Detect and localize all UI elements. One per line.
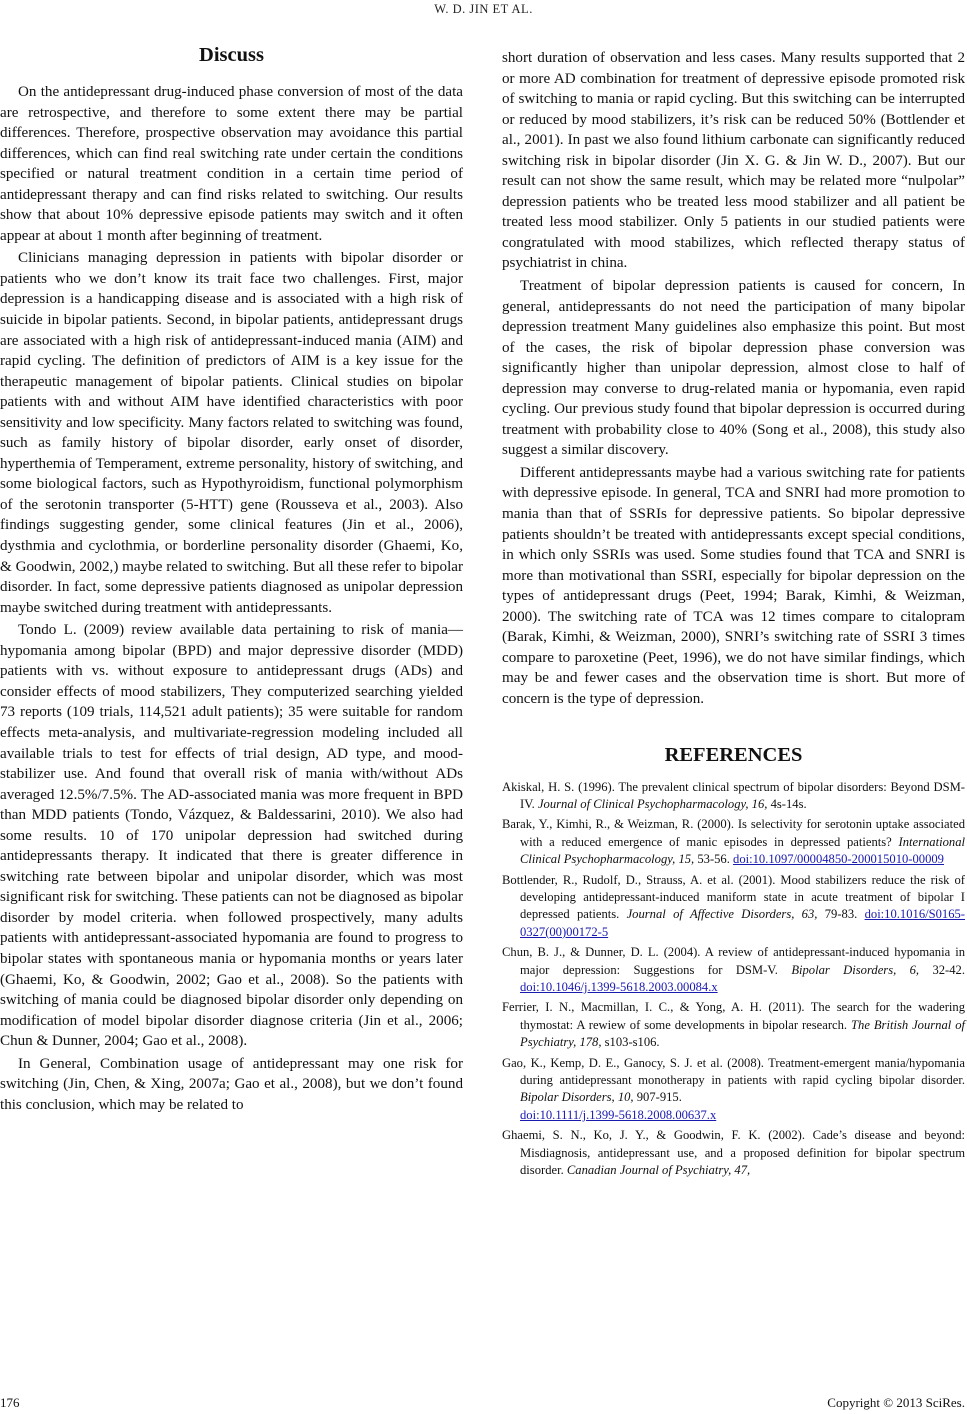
reference-journal: Journal of Clinical Psychopharmacology, 16, [537,796,768,811]
copyright-notice: Copyright © 2013 SciRes. [827,1395,965,1410]
right-column [502,48,965,1182]
reference-pages: 79-83. [817,907,865,922]
reference-item [502,999,965,1051]
reference-pages: 4s-14s. [767,796,807,811]
paragraph: Tondo L. (2009) review available data pertaining to risk of mania—hypomania among bipolar (BPD) and major depressive disorder (MDD) patients with vs. without exposure to antidepressant drugs (ADs) and consider effects of mood stabilizers, They computerized searching yielded 73 reports (109 trials, 114,521 adult patients); 35 were suitable for random effects meta-analysis, and multivariate-regression modeling included all available trials to test for effects of trial design, AD type, and mood-stabilizer use. And found that overall risk of mania with/without ADs averaged 12.5%/7.5%. The AD-associated mania was more frequent in BPD than MDD patients (Tondo, Vázquez, & Baldessarini, 2010). We also had some results. 10 of 170 unipolar depression had switched during antidepressants therapy. It indicated that there is greater difference in switching rate between bipolar and unipolar disorder, which was most significant risk for switching. These patients can not be diagnosed as bipolar disorder by model criteria. when followed prospectively, many adults patients with antidepressant-associated hypomania are found to progress to bipolar states with spontaneous mania or hypomania months or years later (Ghaemi, Ko, & Goodwin, 2002; Gao et al., 2008). So the patients with switching of mania could be diagnosed bipolar disorder only depending on modification of model bipolar disorder diagnose criteria (Jin et al., 2006; Chun & Dunner, 2004; Gao et al., 2008). [0,622,463,1050]
reference-text: Akiskal, H. S. (1996). The prevalent clinical spectrum of bipolar disorders: Beyond DSM-IV. [502,779,965,811]
doi-link[interactable]: doi:10.1097/00004850-200015010-00009 [733,852,944,867]
reference-text: Bottlender, R., Rudolf, D., Strauss, A. et al. (2001). Mood stabilizers reduce the risk of developing antidepressant-induced maniform state in acute treatment of bipolar I depressed patients. [502,872,965,922]
reference-journal: International Clinical Psychopharmacology, 15, [520,834,965,867]
reference-journal: Canadian Journal of Psychiatry, 47, [566,1163,751,1178]
reference-text: Ghaemi, S. N., Ko, J. Y., & Goodwin, F. K. (2002). Cade’s disease and beyond: Misdiagnosis, antidepressant use, and a proposed definition for bipolar spectrum disorder. [502,1128,965,1178]
paragraph: Different antidepressants maybe had a various switching rate for patients with depressive episode. In general, TCA and SNRI had more promotion to mania than that of SSRIs for depressive patients. So bipolar depressive patients shouldn’t be treated with antidepressants except special conditions, in which only SSRIs was used. Some studies found that TCA and SNRI is more than motivational than SSRI, especially for bipolar depression on the types of antidepressant drugs (Peet, 1994; Barak, Kimhi, & Weizman, 2000). The switching rate of TCA was 12 times compare to citalopram (Barak, Kimhi, & Weizman, 2000), SNRI’s switching rate of SSRI 3 times compare to paroxetine (Peet, 1996), we do not have similar findings, which may be and fewer cases and the observation time is short. But more of concern is the type of depression. [502,464,965,707]
left-column [0,44,463,1117]
reference-journal: Bipolar Disorders, 10, [520,1090,634,1105]
reference-item [502,779,965,814]
section-title-discuss: Discuss [199,44,264,66]
reference-item [502,1127,965,1179]
paragraph: short duration of observation and less cases. Many results supported that 2 or more AD combination for treatment of depressive episode promoted risk of switching to mania or rapid cycling. But this switching can be interrupted or reduced by mood stabilizers, it’s risk can be reduced 50% (Bottlender et al., 2001). In past we also found lithium carbonate can significantly reduced switching risk in bipolar disorder (Jin X. G. & Jin W. D., 2007). But our result can not show the same result, which may be related more “nulpolar” depression patients who be treated less mood stabilizer and all patient be treated less mood stabilizer. Only 5 patients in our studied patients were congratulated with mood stabilizes, which reflected therapy status of psychiatrist in china. [502,50,965,272]
doi-link[interactable]: doi:10.1016/S0165-0327(00)00172-5 [520,907,965,939]
reference-journal: Bipolar Disorders, 6, [791,962,920,977]
reference-item [502,816,965,868]
reference-text: Barak, Y., Kimhi, R., & Weizman, R. (2000). Is selectivity for serotonin uptake associated with a reduced emergence of manic episodes in depressed patients? [502,817,965,849]
reference-item [502,944,965,996]
reference-item [502,1055,965,1125]
reference-list [502,779,965,1180]
reference-journal: The British Journal of Psychiatry, 178, [520,1017,965,1050]
reference-pages: s103-s106. [601,1035,660,1050]
references-title: REFERENCES [664,743,803,766]
doi-link[interactable]: doi:10.1111/j.1399-5618.2008.00637.x [520,1107,717,1122]
reference-text: Gao, K., Kemp, D. E., Ganocy, S. J. et al. (2008). Treatment-emergent mania/hypomania during antidepressant monotherapy in patients with rapid cycling bipolar disorder. [502,1055,965,1087]
reference-pages: 53-56. [694,852,734,867]
reference-text: Ferrier, I. N., Macmillan, I. C., & Yong, A. H. (2011). The search for the wadering thymostat: A rewiew of some developments in bipolar research. [502,1000,965,1032]
running-header: W. D. JIN ET AL. [434,2,533,16]
reference-item [502,872,965,942]
reference-text: Chun, B. J., & Dunner, D. L. (2004). A review of antidepressant-induced hypomania in major depression: Suggestions for DSM-V. [502,945,965,977]
reference-pages: 32-42. [919,962,965,977]
doi-link[interactable]: doi:10.1046/j.1399-5618.2003.00084.x [520,979,718,994]
paragraph: Clinicians managing depression in patients with bipolar disorder or patients who we don’t know its trait face two challenges. First, major depression is a handicapping disease and is associated with a high risk of suicide in bipolar patients. Second, in bipolar patients, antidepressant drugs are associated with a high risk of antidepressant-induced mania (AIM) and rapid cycling. The definition of predictors of AIM is a key issue for the therapeutic management of bipolar patients. Clinical studies on bipolar patients with and without AIM have identified characteristics with poor sensitivity and low specificity. Many factors related to switching was found, such as family history of bipolar disorder, early onset of disorder, hyperthemia of Temperament, extreme personality, history of switching, and some biological factors, such as Hypothyroidism, functional polymorphism of the serotonin transporter (5-HTT) gene (Rousseva et al., 2003). Also findings suggesting gender, some clinical features (Jin et al., 2006), dysthmia and cyclothmia, or borderline personality disorder (Ghaemi, Ko, & Goodwin, 2002,) maybe related to switching. But all these refer to bipolar disorder. In fact, some depressive patients diagnosed as unipolar depression maybe switched during treatment with antidepressants. [0,250,463,616]
paragraph: In General, Combination usage of antidepressant may one risk for switching (Jin, Chen, & Xing, 2007a; Gao et al., 2008), but we don’t found this conclusion, which may be related to [0,1055,463,1113]
paragraph: Treatment of bipolar depression patients is caused for concern, In general, antidepressants do not need the participation of many bipolar depression treatment Many guidelines also emphasize this point. But most of the cases, the risk of bipolar depression phase conversion was significantly higher than unipolar depression, almost close to half of depression may converse to drug-related mania or hypomania, even rapid cycling. Our previous study found that bipolar depression is occurred during treatment with probability close to 40% (Song et al., 2008), this study also suggest a similar discovery. [502,278,965,459]
page-number: 176 [0,1395,20,1410]
paragraph: On the antidepressant drug-induced phase conversion of most of the data are retrospective, and therefore to some extent there may be partial differences. Therefore, prospective observation may avoidance this partial differences, which can find real switching rate under certain the conditions specified or natural treatment condition in a certain time period of antidepressant therapy and can find risks related to switching. Our results show that about 10% depressive episode patients may switch and it often appear at about 1 month after beginning of treatment. [0,84,463,244]
reference-journal: Journal of Affective Disorders, 63, [626,907,818,922]
reference-pages: 907-915. [633,1090,682,1105]
